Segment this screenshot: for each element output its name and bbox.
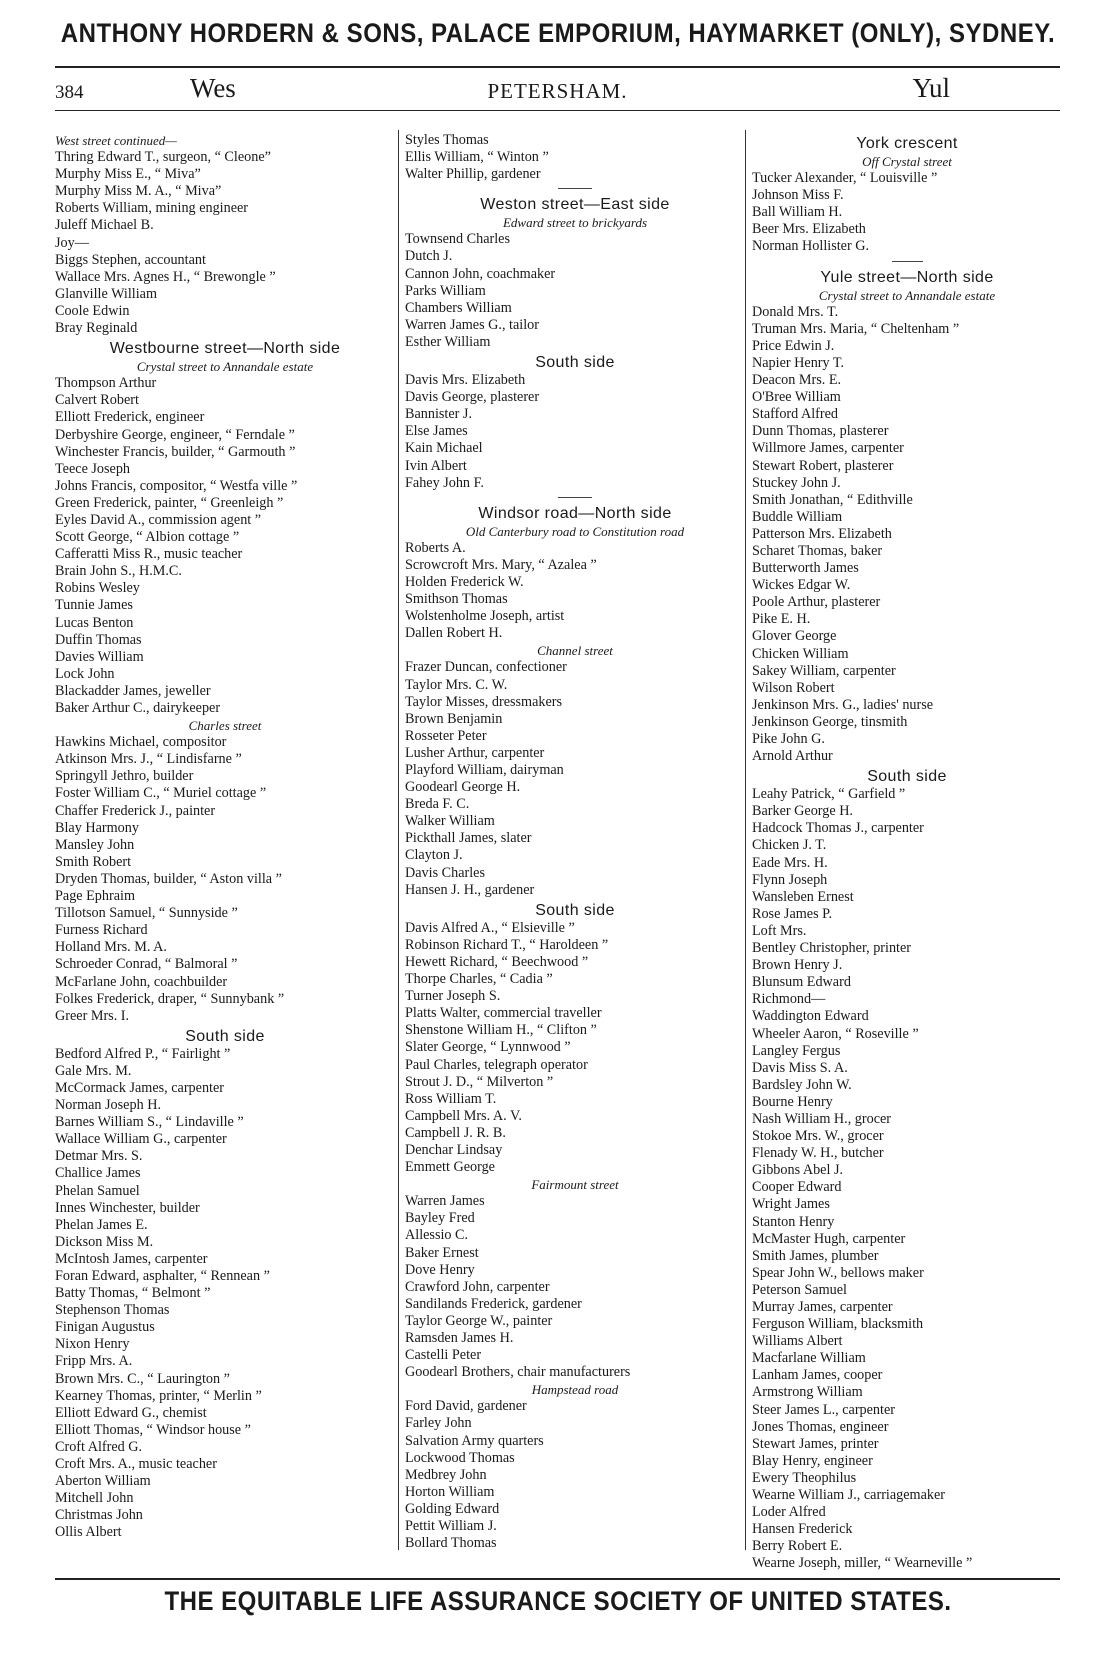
directory-entry: Detmar Mrs. S. [55,1148,143,1165]
directory-entry: Brown Benjamin [405,710,503,727]
directory-entry: Shenstone William H., “ Clifton ” [405,1022,597,1039]
directory-entry: Elliott Edward G., chemist [55,1404,207,1421]
directory-entry: Ivin Albert [405,457,467,474]
directory-entry: Sandilands Frederick, gardener [405,1295,582,1312]
directory-entry: Bentley Christopher, printer [752,940,912,957]
directory-entry: Stephenson Thomas [55,1302,170,1319]
directory-entry: Wearne William J., carriagemaker [752,1487,946,1504]
directory-entry: Glover George [752,628,837,645]
directory-entry: Wickes Edgar W. [752,577,851,594]
section-separator [405,183,745,193]
left-catchword: Wes [190,73,236,103]
directory-entry: Flenady W. H., butcher [752,1145,884,1162]
directory-entry: Elliott Frederick, engineer [55,409,205,426]
directory-entry: Else James [405,423,468,440]
directory-entry: McCormack James, carpenter [55,1079,224,1096]
column-divider-right [745,130,746,1550]
directory-entry: Blackadder James, jeweller [55,682,211,699]
directory-entry: Folkes Frederick, draper, “ Sunnybank ” [55,990,285,1007]
directory-entry: Slater George, “ Lynnwood ” [405,1039,571,1056]
directory-entry: Steer James L., carpenter [752,1401,895,1418]
directory-entry: Christmas John [55,1507,143,1524]
directory-entry: Napier Henry T. [752,354,845,371]
directory-entry: Jenkinson George, tinsmith [752,713,908,730]
directory-entry: Thorpe Charles, “ Cadia ” [405,971,553,988]
directory-entry: Kain Michael [405,440,483,457]
directory-entry: Norman Hollister G. [752,238,870,255]
directory-entry: Stewart James, printer [752,1435,879,1452]
directory-entry: Ross William T. [405,1090,497,1107]
directory-entry: Derbyshire George, engineer, “ Ferndale ” [55,426,295,443]
directory-entry: Bourne Henry [752,1093,833,1110]
directory-entry: Walker William [405,813,495,830]
directory-column-1 [55,132,395,1542]
directory-entry: Ford David, gardener [405,1398,527,1415]
directory-entry: Coole Edwin [55,302,130,319]
directory-entry: Aberton William [55,1473,151,1490]
directory-entry: Ewery Theophilus [752,1469,857,1486]
directory-entry: Stanton Henry [752,1213,835,1230]
directory-entry: Murphy Miss E., “ Miva” [55,166,201,183]
directory-entry: Esther William [405,333,491,350]
directory-entry: Styles Thomas [405,132,489,148]
directory-entry: Scharet Thomas, baker [752,542,883,559]
directory-entry: Cafferatti Miss R., music teacher [55,546,243,563]
street-subheading: Channel street [537,643,613,659]
directory-entry: Ellis William, “ Winton ” [405,149,549,166]
directory-entry: Taylor George W., painter [405,1312,553,1329]
directory-entry: Donald Mrs. T. [752,303,839,320]
directory-entry: Davis Mrs. Elizabeth [405,372,526,389]
directory-entry: Lucas Benton [55,614,134,631]
directory-entry: Murray James, carpenter [752,1299,893,1315]
street-heading: Windsor road—North side [478,504,672,522]
directory-entry: Fahey John F. [405,474,484,491]
directory-entry: Stuckey John J. [752,474,841,491]
street-heading: Weston street—East side [480,196,670,214]
directory-entry: Walter Phillip, gardener [405,166,541,183]
directory-entry: Medbrey John [405,1466,487,1483]
directory-entry: Davis Charles [405,864,485,881]
directory-entry: Gibbons Abel J. [752,1162,844,1179]
directory-entry: Lusher Arthur, carpenter [405,744,545,761]
section-separator [405,492,745,502]
directory-entry: Warren James G., tailor [405,316,539,333]
directory-entry: Butterworth James [752,560,859,577]
directory-entry: Bannister J. [405,406,472,423]
directory-entry: Norman Joseph H. [55,1097,161,1114]
directory-entry: Turner Joseph S. [405,988,501,1005]
directory-entry: Thring Edward T., surgeon, “ Cleone” [55,149,271,166]
directory-entry: Juleff Michael B. [55,217,154,234]
directory-entry: Dunn Thomas, plasterer [752,423,889,440]
street-subheading: Crystal street to Annandale estate [136,359,314,375]
subheader-rule [55,110,1060,111]
directory-entry: Green Frederick, painter, “ Greenleigh ” [55,494,284,511]
directory-entry: McIntosh James, carpenter [55,1250,208,1267]
directory-entry: Brown Mrs. C., “ Laurington ” [55,1370,230,1387]
directory-entry: Allessio C. [405,1227,469,1244]
street-heading: South side [185,1027,265,1045]
directory-entry: Thompson Arthur [55,375,157,392]
directory-entry: Taylor Mrs. C. W. [405,676,508,693]
directory-entry: Leahy Patrick, “ Garfield ” [752,786,906,803]
directory-entry: Stokoe Mrs. W., grocer [752,1128,884,1145]
directory-entry: Robins Wesley [55,580,140,597]
directory-entry: Scrowcroft Mrs. Mary, “ Azalea ” [405,556,597,573]
directory-entry: Croft Mrs. A., music teacher [55,1456,217,1473]
directory-entry: Hansen J. H., gardener [405,881,535,898]
directory-entry: Gale Mrs. M. [55,1062,132,1079]
directory-entry: Frazer Duncan, confectioner [405,659,567,676]
directory-entry: Farley John [405,1415,472,1432]
column-divider-left [398,130,399,1550]
directory-entry: Salvation Army quarters [405,1432,544,1449]
directory-entry: Jenkinson Mrs. G., ladies' nurse [752,696,934,713]
directory-entry: Strout J. D., “ Milverton ” [405,1073,554,1090]
directory-entry: Beer Mrs. Elizabeth [752,221,866,238]
directory-entry: Eade Mrs. H. [752,854,828,871]
street-heading: York crescent [856,135,958,152]
directory-entry: Armstrong William [752,1384,863,1401]
directory-entry: Blay Henry, engineer [752,1452,873,1469]
directory-entry: Croft Alfred G. [55,1438,143,1455]
town-title: PETERSHAM. [487,79,628,103]
directory-entry: Price Edwin J. [752,337,835,354]
directory-entry: Smith Jonathan, “ Edithville [752,491,913,508]
directory-entry: Atkinson Mrs. J., “ Lindisfarne ” [55,751,242,768]
directory-entry: Chicken J. T. [752,837,827,854]
directory-entry: Wolstenholme Joseph, artist [405,608,565,625]
directory-entry: Brown Henry J. [752,957,843,974]
directory-entry: Johnson Miss F. [752,187,844,204]
directory-entry: Teece Joseph [55,460,131,477]
directory-entry: Dickson Miss M. [55,1233,154,1250]
directory-entry: Robinson Richard T., “ Haroldeen ” [405,936,609,953]
street-subheading: Off Crystal street [862,154,952,169]
directory-column-3 [752,132,1062,1573]
directory-entry: Horton William [405,1483,495,1500]
directory-entry: Davies William [55,648,144,665]
directory-entry: Davis George, plasterer [405,389,540,406]
directory-entry: Warren James [405,1193,485,1210]
directory-entry: Dallen Robert H. [405,625,503,642]
directory-entry: Chambers William [405,299,512,316]
directory-entry: Joy— [55,234,89,251]
directory-entry: Pettit William J. [405,1518,497,1535]
directory-entry: Bayley Fred [405,1210,475,1227]
street-heading: Yule street—North side [820,268,994,286]
directory-entry: Macfarlane William [752,1350,866,1367]
street-subheading: Old Canterbury road to Constitution road [465,523,685,539]
directory-entry: Denchar Lindsay [405,1141,503,1158]
directory-entry: Playford William, dairyman [405,762,564,778]
directory-entry: Emmett George [405,1159,495,1176]
page-number: 384 [55,82,84,103]
directory-entry: Crawford John, carpenter [405,1278,550,1295]
directory-entry: Hansen Frederick [752,1521,853,1538]
directory-entry: Townsend Charles [405,231,510,248]
directory-entry: Fripp Mrs. A. [55,1353,133,1370]
directory-entry: Spear John W., bellows maker [752,1264,924,1281]
directory-entry: Goodearl George H. [405,779,521,796]
directory-entry: Arnold Arthur [752,748,833,765]
directory-entry: Barker George H. [752,803,853,820]
directory-entry: Wearne Joseph, miller, “ Wearneville ” [752,1555,973,1572]
directory-entry: Bollard Thomas [405,1535,497,1552]
directory-entry: Clayton J. [405,847,463,864]
directory-entry: Dutch J. [405,248,453,265]
directory-entry: Cooper Edward [752,1179,842,1196]
directory-entry: Hawkins Michael, compositor [55,734,227,751]
directory-entry: Stewart Robert, plasterer [752,457,894,474]
directory-entry: Tillotson Samuel, “ Sunnyside ” [55,905,238,922]
directory-entry: Ramsden James H. [405,1330,514,1346]
street-heading: South side [535,901,615,919]
directory-entry: Winchester Francis, builder, “ Garmouth ” [55,443,296,460]
directory-entry: Patterson Mrs. Elizabeth [752,525,892,542]
continuation-note: West street continued— [55,133,177,148]
directory-entry: Challice James [55,1165,141,1182]
directory-entry: Greer Mrs. I. [55,1007,130,1024]
bottom-advertisement-banner: THE EQUITABLE LIFE ASSURANCE SOCIETY OF UNITED STATES. [164,1586,952,1617]
directory-entry: Waddington Edward [752,1008,869,1025]
street-subheading: Hampstead road [531,1382,619,1398]
directory-entry: Deacon Mrs. E. [752,372,842,389]
directory-entry: Breda F. C. [405,796,470,813]
directory-entry: Murphy Miss M. A., “ Miva” [55,183,222,200]
directory-entry: Rosseter Peter [405,727,487,744]
directory-entry: Stafford Alfred [752,406,839,423]
directory-entry: Lock John [55,665,115,682]
street-subheading: Crystal street to Annandale estate [818,287,996,303]
directory-entry: Biggs Stephen, accountant [55,251,206,268]
directory-entry: Ollis Albert [55,1524,122,1541]
directory-entry: Holden Frederick W. [405,573,524,590]
directory-entry: Mitchell John [55,1490,134,1507]
directory-entry: Page Ephraim [55,888,135,905]
directory-entry: Roberts William, mining engineer [55,200,249,217]
directory-entry: Phelan James E. [55,1216,148,1233]
directory-entry: Phelan Samuel [55,1182,140,1199]
directory-entry: Wright James [752,1196,830,1213]
directory-entry: Pickthall James, slater [405,830,532,847]
directory-entry: Nixon Henry [55,1336,130,1353]
directory-entry: Chaffer Frederick J., painter [55,802,216,819]
directory-entry: Chicken William [752,645,849,662]
directory-entry: Hewett Richard, “ Beechwood ” [405,953,589,970]
directory-entry: Loder Alfred [752,1504,826,1521]
street-subheading: Charles street [188,718,262,734]
directory-entry: Mansley John [55,836,135,853]
directory-entry: Lockwood Thomas [405,1449,515,1466]
directory-entry: Smithson Thomas [405,591,508,608]
directory-entry: Finigan Augustus [55,1319,155,1336]
directory-entry: Cannon John, coachmaker [405,265,556,282]
directory-entry: Flynn Joseph [752,871,828,888]
directory-entry: Wilson Robert [752,679,835,696]
directory-entry: Williams Albert [752,1333,843,1350]
directory-entry: Wallace Mrs. Agnes H., “ Brewongle ” [55,268,276,285]
directory-entry: Loft Mrs. [752,922,807,939]
directory-entry: Barnes William S., “ Lindaville ” [55,1114,244,1131]
directory-entry: Springyll Jethro, builder [55,768,194,785]
directory-entry: Jones Thomas, engineer [752,1418,889,1435]
directory-entry: Paul Charles, telegraph operator [405,1056,588,1073]
directory-entry: Platts Walter, commercial traveller [405,1005,602,1022]
directory-entry: Rose James P. [752,905,833,922]
directory-entry: Sakey William, carpenter [752,662,896,679]
directory-entry: Schroeder Conrad, “ Balmoral ” [55,956,238,973]
directory-entry: Smith Robert [55,853,132,870]
directory-entry: Dryden Thomas, builder, “ Aston villa ” [55,870,282,887]
directory-entry: Scott George, “ Albion cottage ” [55,529,240,546]
directory-entry: Johns Francis, compositor, “ Westfa ville ” [55,477,298,494]
directory-entry: Buddle William [752,508,843,525]
directory-entry: Bedford Alfred P., “ Fairlight ” [55,1045,231,1062]
directory-entry: Baker Ernest [405,1244,479,1261]
directory-entry: Eyles David A., commission agent ” [55,511,262,528]
directory-entry: Bray Reginald [55,320,138,337]
directory-entry: Brain John S., H.M.C. [55,563,182,580]
right-catchword: Yul [912,73,950,103]
directory-entry: Berry Robert E. [752,1538,843,1555]
directory-entry: Bardsley John W. [752,1076,852,1093]
footer-rule [55,1578,1060,1580]
directory-entry: Tunnie James [55,597,133,614]
section-separator [752,256,1062,266]
directory-entry: Richmond— [752,991,826,1008]
directory-entry: Calvert Robert [55,392,139,409]
directory-entry: Campbell J. R. B. [405,1124,506,1141]
directory-entry: Foster William C., “ Muriel cottage ” [55,785,267,802]
directory-entry: McMaster Hugh, carpenter [752,1230,906,1247]
directory-entry: Foran Edward, asphalter, “ Rennean ” [55,1268,270,1284]
directory-entry: Pike John G. [752,731,825,747]
header-rule [55,66,1060,68]
directory-entry: Peterson Samuel [752,1281,847,1298]
directory-entry: Goodearl Brothers, chair manufacturers [405,1364,631,1381]
directory-entry: Wansleben Ernest [752,888,854,905]
street-heading: Westbourne street—North side [109,340,341,358]
directory-entry: Ball William H. [752,204,843,221]
directory-entry: Dove Henry [405,1261,475,1278]
directory-entry: Ferguson William, blacksmith [752,1316,924,1333]
directory-entry: Blay Harmony [55,819,139,836]
directory-entry: Glanville William [55,285,158,302]
directory-entry: McFarlane John, coachbuilder [55,973,228,990]
directory-entry: Smith James, plumber [752,1247,879,1264]
directory-entry: Davis Alfred A., “ Elsieville ” [405,919,575,936]
directory-entry: Poole Arthur, plasterer [752,594,881,611]
directory-column-2 [405,132,745,1552]
directory-entry: Hadcock Thomas J., carpenter [752,820,924,837]
directory-entry: Truman Mrs. Maria, “ Cheltenham ” [752,320,960,337]
directory-entry: Innes Winchester, builder [55,1199,200,1216]
directory-entry: Lanham James, cooper [752,1367,883,1384]
directory-entry: Duffin Thomas [55,631,142,648]
directory-entry: Tucker Alexander, “ Louisville ” [752,170,938,187]
directory-entry: Batty Thomas, “ Belmont ” [55,1285,211,1302]
directory-entry: Wheeler Aaron, “ Roseville ” [752,1025,919,1042]
directory-entry: Golding Edward [405,1500,500,1517]
directory-entry: Campbell Mrs. A. V. [405,1107,522,1124]
directory-entry: Taylor Misses, dressmakers [405,693,563,710]
street-subheading: Fairmount street [531,1177,619,1193]
directory-entry: Blunsum Edward [752,974,851,991]
directory-entry: Roberts A. [405,539,466,556]
street-heading: South side [867,768,947,786]
directory-entry: Furness Richard [55,922,148,939]
street-heading: South side [535,354,615,372]
page-header [55,72,1060,106]
top-advertisement-banner: ANTHONY HORDERN & SONS, PALACE EMPORIUM, HAYMARKET (ONLY), SYDNEY. [60,18,1056,49]
directory-entry: Nash William H., grocer [752,1110,892,1127]
directory-entry: Holland Mrs. M. A. [55,939,167,956]
directory-entry: Castelli Peter [405,1347,482,1364]
directory-entry: O'Bree William [752,389,841,406]
directory-entry: Davis Miss S. A. [752,1059,848,1076]
directory-entry: Baker Arthur C., dairykeeper [55,700,221,716]
directory-entry: Wallace William G., carpenter [55,1131,227,1148]
directory-entry: Pike E. H. [752,611,811,628]
directory-entry: Elliott Thomas, “ Windsor house ” [55,1421,251,1438]
directory-entry: Willmore James, carpenter [752,440,904,457]
directory-entry: Parks William [405,282,486,299]
directory-entry: Kearney Thomas, printer, “ Merlin ” [55,1387,262,1404]
directory-entry: Langley Fergus [752,1042,841,1059]
street-subheading: Edward street to brickyards [502,215,648,231]
